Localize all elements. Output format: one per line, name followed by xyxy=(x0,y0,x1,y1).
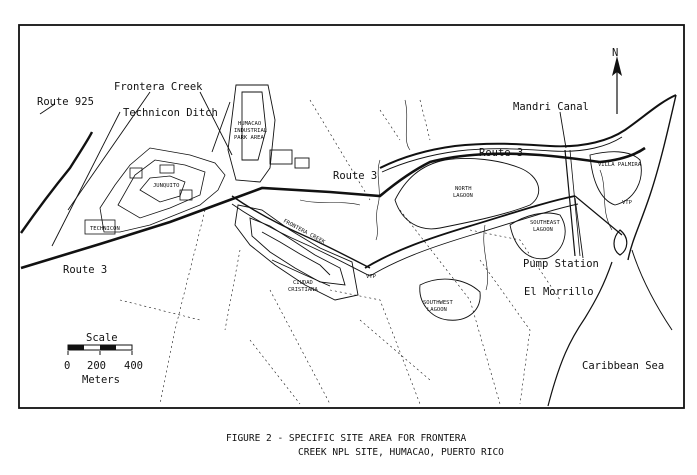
label-industrial-park-1: HUMACAO xyxy=(238,121,262,127)
label-vtp-west: VTP xyxy=(366,274,376,280)
label-route-925: Route 925 xyxy=(37,96,94,108)
scale-tick-0: 0 xyxy=(64,360,71,372)
mandri-canal-line xyxy=(565,150,575,256)
south-shore-2 xyxy=(632,250,672,330)
figure-caption-line1: FIGURE 2 - SPECIFIC SITE AREA FOR FRONTERA xyxy=(226,433,467,444)
figure-caption-line2: CREEK NPL SITE, HUMACAO, PUERTO RICO xyxy=(298,447,504,458)
label-north-lagoon-1: NORTH xyxy=(455,186,472,192)
label-junquito: JUNQUITO xyxy=(153,183,180,189)
east-shore xyxy=(628,95,676,260)
label-villa-palmira: VILLA PALMIRA xyxy=(598,162,642,168)
label-frontera-creek: Frontera Creek xyxy=(114,81,203,93)
technicon-blocks xyxy=(85,148,225,234)
pump-station-marks xyxy=(575,196,627,255)
scale-unit: Meters xyxy=(82,374,120,386)
label-southwest-lagoon-2: LAGOON xyxy=(427,307,447,313)
label-el-morrillo: El Morrillo xyxy=(524,286,594,298)
label-technicon: TECHNICON xyxy=(90,226,120,232)
label-caribbean-sea: Caribbean Sea xyxy=(582,360,665,372)
label-southeast-lagoon-1: SOUTHEAST xyxy=(530,220,560,226)
scale-tick-400: 400 xyxy=(124,360,143,372)
mandri-canal-line-2 xyxy=(570,150,580,256)
label-route-3-center: Route 3 xyxy=(333,170,378,182)
route-925-road xyxy=(21,132,92,233)
label-frontera-creek-small: FRONTERA CREEK xyxy=(282,218,326,246)
label-north-lagoon-2: LAGOON xyxy=(453,193,473,199)
label-vtp-east: VTP xyxy=(622,200,632,206)
scale-tick-200: 200 xyxy=(87,360,106,372)
north-arrow-label: N xyxy=(612,47,619,59)
frontera-creek-channel-2 xyxy=(232,204,370,276)
south-shore xyxy=(548,262,612,406)
label-pump-station: Pump Station xyxy=(523,258,599,270)
lagoon-outlines xyxy=(395,152,641,321)
label-southwest-lagoon-1: SOUTHWEST xyxy=(423,300,453,306)
north-arrow xyxy=(612,56,622,114)
label-industrial-park-2: INDUSTRIAL xyxy=(234,128,268,134)
label-southeast-lagoon-2: LAGOON xyxy=(533,227,553,233)
label-ciudad-cristiana-2: CRISTIANA xyxy=(288,287,318,293)
label-ciudad-cristiana-1: CIUDAD xyxy=(293,280,313,286)
scale-title: Scale xyxy=(86,332,118,344)
label-route-3-east: Route 3 xyxy=(479,147,524,159)
label-industrial-park-3: PARK AREA xyxy=(234,135,264,141)
label-mandri-canal: Mandri Canal xyxy=(513,101,589,113)
label-route-3-west: Route 3 xyxy=(63,264,108,276)
label-technicon-ditch: Technicon Ditch xyxy=(123,107,218,119)
scale-bar xyxy=(68,345,132,355)
